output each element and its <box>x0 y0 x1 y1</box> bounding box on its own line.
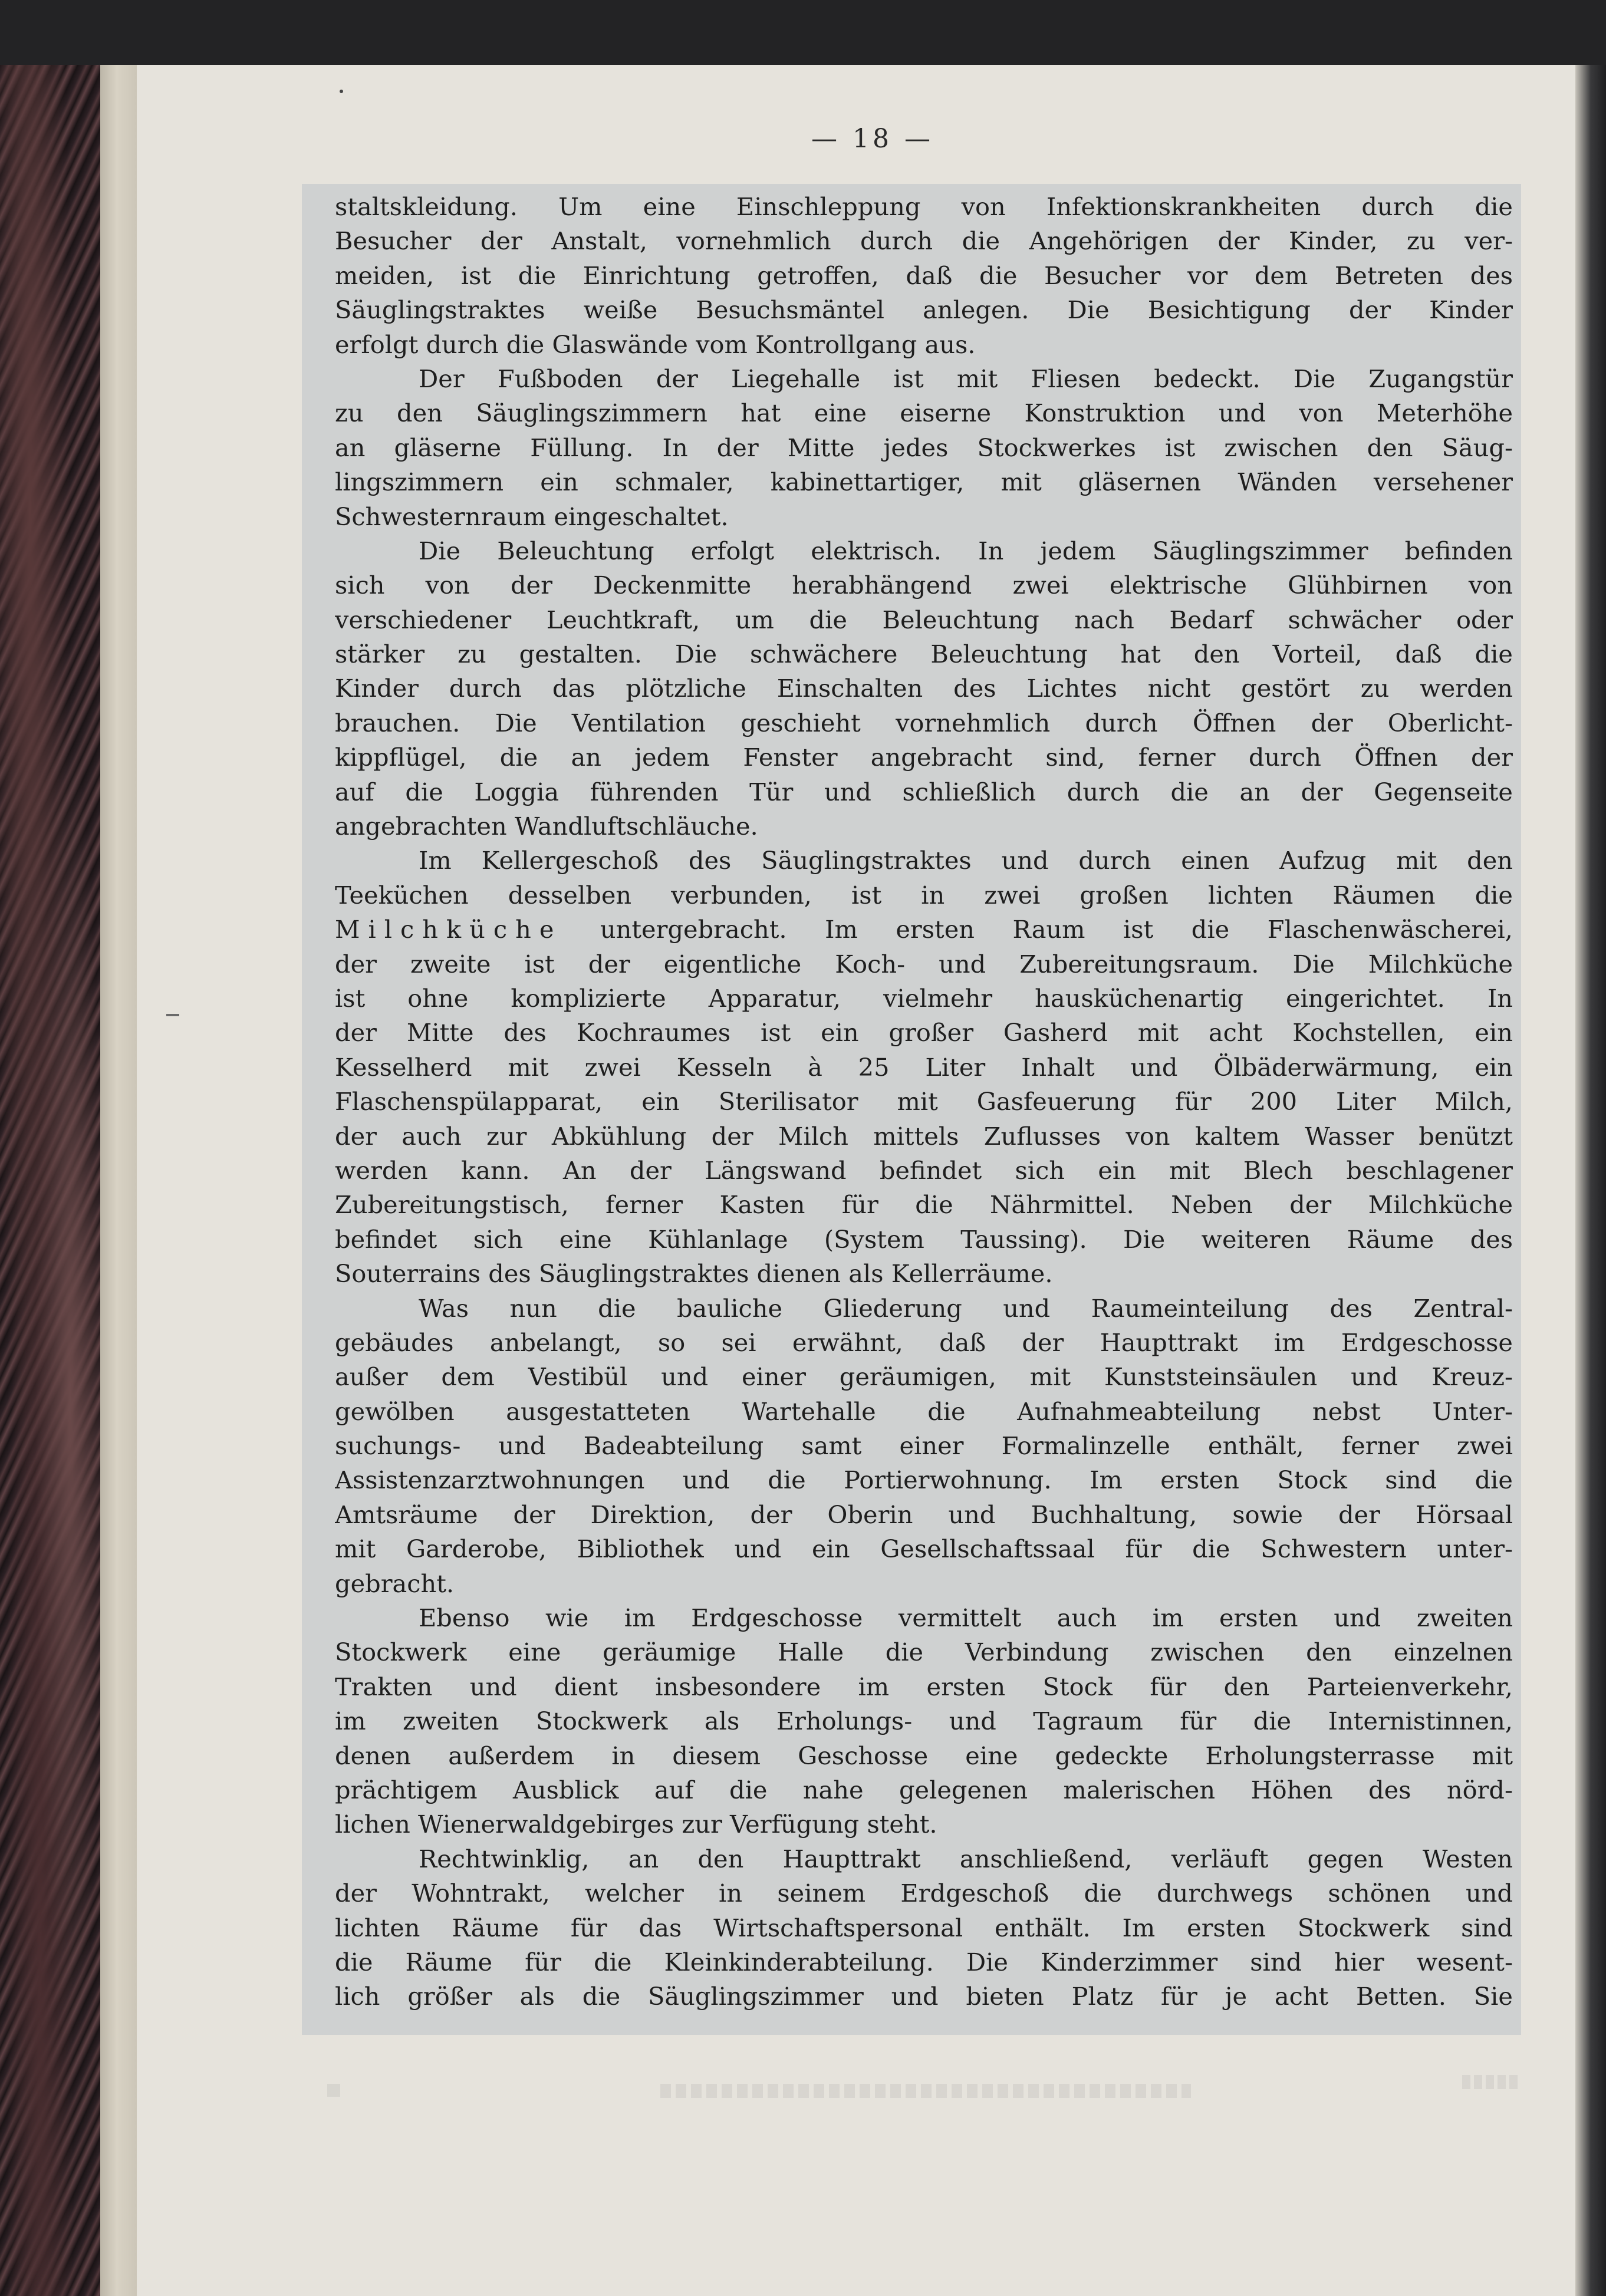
text-line: Säuglingstraktes weiße Besuchsmäntel anlegen. Die Besichtigung der Kinder <box>335 295 1513 325</box>
text-line: prächtigem Ausblick auf die nahe gelegenen malerischen Höhen des nörd- <box>335 1775 1513 1804</box>
text-line: denen außerdem in diesem Geschosse eine gedeckte Erholungsterrasse mit <box>335 1741 1513 1770</box>
text-line: Zubereitungstisch, ferner Kasten für die Nährmittel. Neben der Milchküche <box>335 1190 1513 1220</box>
text-line: Was nun die bauliche Gliederung und Raumeinteilung des Zentral- <box>419 1293 1513 1323</box>
text-line: der zweite ist der eigentliche Koch- und Zubereitungsraum. Die Milchküche <box>335 949 1513 979</box>
text-line: Besucher der Anstalt, vornehmlich durch die Angehörigen der Kinder, zu ver- <box>335 226 1513 256</box>
text-line: außer dem Vestibül und einer geräumigen, mit Kunststeinsäulen und Kreuz- <box>335 1362 1513 1392</box>
text-line: Ebenso wie im Erdgeschosse vermittelt auch im ersten und zweiten <box>419 1603 1513 1633</box>
text-line: Stockwerk eine geräumige Halle die Verbindung zwischen den einzelnen <box>335 1638 1513 1667</box>
text-line: befindet sich eine Kühlanlage (System Taussing). Die weiteren Räume des <box>335 1224 1513 1254</box>
text-line: Der Fußboden der Liegehalle ist mit Fliesen bedeckt. Die Zugangstür <box>419 364 1513 393</box>
body-text <box>335 190 1513 2014</box>
page-number: — 18 — <box>811 124 934 154</box>
text-line: stärker zu gestalten. Die schwächere Beleuchtung hat den Vorteil, daß die <box>335 640 1513 669</box>
bleed-through-caption <box>660 2084 1191 2098</box>
text-line: mit Garderobe, Bibliothek und ein Gesellschaftssaal für die Schwestern unter- <box>335 1534 1513 1564</box>
text-line: staltskleidung. Um eine Einschleppung von Infektionskrankheiten durch die <box>335 192 1513 221</box>
text-line: die Räume für die Kleinkinderabteilung. Die Kinderzimmer sind hier wesent- <box>335 1947 1513 1977</box>
text-line: zu den Säuglingszimmern hat eine eiserne Konstruktion und von Meterhöhe <box>335 398 1513 428</box>
text-line: erfolgt durch die Glaswände vom Kontrollgang aus. <box>335 330 976 359</box>
text-line: Trakten und dient insbesondere im ersten Stock für den Parteienverkehr, <box>335 1672 1513 1701</box>
text-line: Kinder durch das plötzliche Einschalten des Lichtes nicht gestört zu werden <box>335 674 1513 703</box>
text-line: gebracht. <box>335 1569 455 1598</box>
text-line: verschiedener Leuchtkraft, um die Beleuchtung nach Bedarf schwächer oder <box>335 605 1513 634</box>
text-line: werden kann. An der Längswand befindet sich ein mit Blech beschlagener <box>335 1155 1513 1185</box>
text-line: Rechtwinklig, an den Haupttrakt anschließend, verläuft gegen Westen <box>419 1844 1513 1873</box>
text-line <box>335 913 1513 947</box>
text-line: sich von der Deckenmitte herabhängend zwei elektrische Glühbirnen von <box>335 571 1513 600</box>
binding-edge <box>1575 65 1606 2296</box>
text-line: Teeküchen desselben verbunden, ist in zwei großen lichten Räumen die <box>335 880 1513 910</box>
text-line: gebäudes anbelangt, so sei erwähnt, daß der Haupttrakt im Erdgeschosse <box>335 1327 1513 1357</box>
text-line: Die Beleuchtung erfolgt elektrisch. In jedem Säuglingszimmer befinden <box>419 536 1513 565</box>
spaced-term: Milchküche <box>335 915 562 944</box>
text-line: Souterrains des Säuglingstraktes dienen als Kellerräume. <box>335 1259 1053 1289</box>
marbled-book-cover <box>0 65 100 2296</box>
line-segment: untergebracht. Im ersten Raum ist die Flaschenwäscherei, <box>562 915 1513 944</box>
text-line: Flaschenspülapparat, ein Sterilisator mit Gasfeuerung für 200 Liter Milch, <box>335 1087 1513 1116</box>
text-line: Kesselherd mit zwei Kesseln à 25 Liter Inhalt und Ölbäderwärmung, ein <box>335 1052 1513 1082</box>
margin-mark <box>166 1014 179 1016</box>
text-line: suchungs- und Badeabteilung samt einer Formalinzelle enthält, ferner zwei <box>335 1431 1513 1461</box>
text-line: angebrachten Wandluftschläuche. <box>335 812 758 841</box>
text-line: Schwesternraum eingeschaltet. <box>335 502 729 531</box>
text-line: lingszimmern ein schmaler, kabinettartiger, mit gläsernen Wänden versehener <box>335 467 1513 497</box>
text-line: kippflügel, die an jedem Fenster angebracht sind, ferner durch Öffnen der <box>335 743 1513 772</box>
text-line: lichen Wienerwaldgebirges zur Verfügung steht. <box>335 1810 937 1839</box>
text-line: der Mitte des Kochraumes ist ein großer Gasherd mit acht Kochstellen, ein <box>335 1018 1513 1047</box>
text-line: auf die Loggia führenden Tür und schließlich durch die an der Gegenseite <box>335 777 1513 806</box>
text-line: lichten Räume für das Wirtschaftspersonal enthält. Im ersten Stockwerk sind <box>335 1913 1513 1942</box>
text-line: brauchen. Die Ventilation geschieht vornehmlich durch Öffnen der Oberlicht- <box>335 708 1513 737</box>
text-line: im zweiten Stockwerk als Erholungs- und Tagraum für die Internistinnen, <box>335 1707 1513 1736</box>
text-line: ist ohne komplizierte Apparatur, vielmehr hausküchenartig eingerichtet. In <box>335 983 1513 1013</box>
bleed-through-mark <box>327 2084 340 2097</box>
page-stack-edge <box>100 65 141 2296</box>
text-line: an gläserne Füllung. In der Mitte jedes Stockwerkes ist zwischen den Säug- <box>335 433 1513 462</box>
bleed-through-mark <box>1462 2075 1518 2089</box>
text-line: der auch zur Abkühlung der Milch mittels Zuflusses von kaltem Wasser benützt <box>335 1121 1513 1151</box>
text-line: meiden, ist die Einrichtung getroffen, daß die Besucher vor dem Betreten des <box>335 261 1513 290</box>
text-line: Assistenzarztwohnungen und die Portierwohnung. Im ersten Stock sind die <box>335 1465 1513 1495</box>
text-line: gewölben ausgestatteten Wartehalle die Aufnahmeabteilung nebst Unter- <box>335 1396 1513 1426</box>
text-line: Amtsräume der Direktion, der Oberin und Buchhaltung, sowie der Hörsaal <box>335 1500 1513 1529</box>
text-line: Im Kellergeschoß des Säuglingstraktes und durch einen Aufzug mit den <box>419 846 1513 875</box>
text-line: der Wohntrakt, welcher in seinem Erdgeschoß die durchwegs schönen und <box>335 1879 1513 1908</box>
paper-spot <box>340 90 343 93</box>
text-line: lich größer als die Säuglingszimmer und bieten Platz für je acht Betten. Sie <box>335 1982 1513 2011</box>
